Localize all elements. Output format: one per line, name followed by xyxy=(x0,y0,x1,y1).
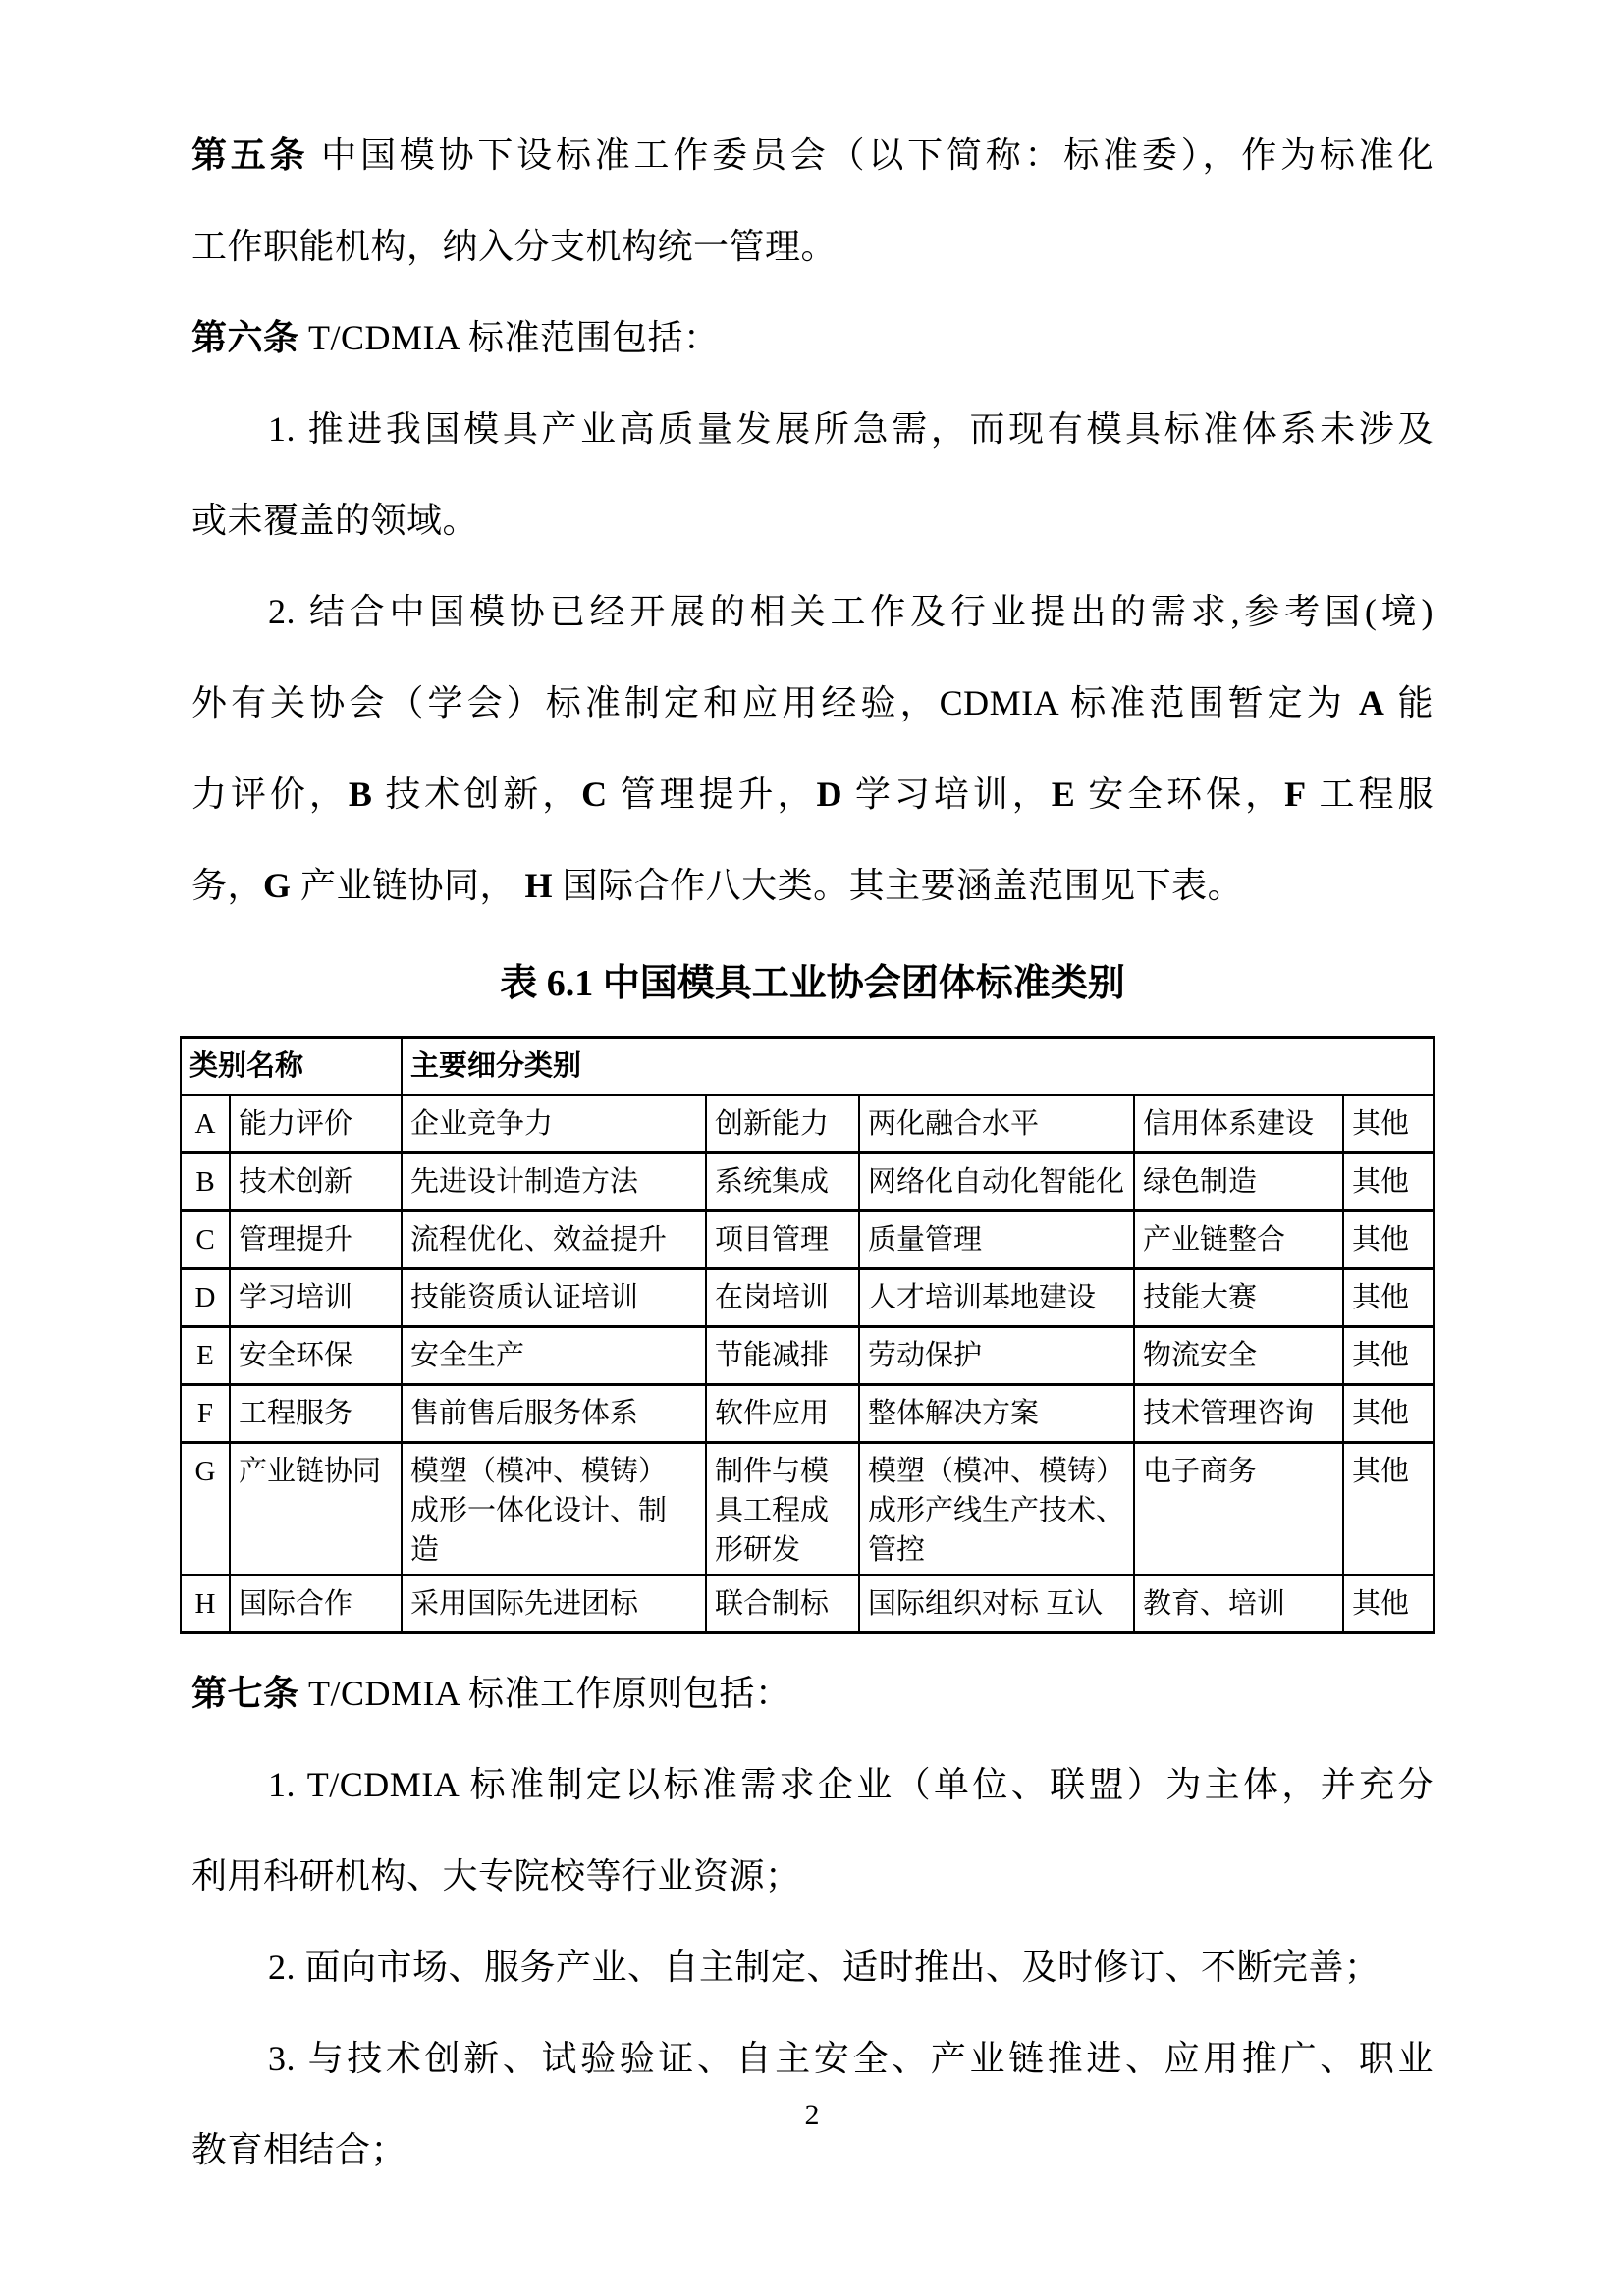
subcategory-cell: 其他 xyxy=(1343,1153,1434,1211)
category-code-cell: H xyxy=(181,1575,230,1633)
bold-text-segment: H xyxy=(524,866,554,905)
bold-text-segment: 第五条 xyxy=(191,135,309,175)
subcategory-cell: 国际组织对标 互认 xyxy=(859,1575,1134,1633)
bold-text-segment: 第六条 xyxy=(191,318,299,357)
category-code-cell: C xyxy=(181,1211,230,1269)
bold-text-segment: D xyxy=(816,774,842,814)
text-line xyxy=(191,1831,1434,1922)
subcategory-cell: 技能大赛 xyxy=(1134,1269,1343,1327)
table-header-row xyxy=(181,1038,1434,1095)
subcategory-cell: 创新能力 xyxy=(706,1095,859,1153)
subcategory-cell xyxy=(706,1443,859,1575)
subcategory-cell: 教育、培训 xyxy=(1134,1575,1343,1633)
text-line xyxy=(191,293,1434,384)
text-segment: 外有关协会（学会）标准制定和应用经验，CDMIA 标准范围暂定为 xyxy=(191,683,1359,722)
subcategory-cell-line: 制件与模 xyxy=(715,1456,830,1487)
category-code-cell: G xyxy=(181,1443,230,1575)
text-segment: 2. 结合中国模协已经开展的相关工作及行业提出的需求,参考国(境) xyxy=(268,592,1434,631)
table-row xyxy=(181,1153,1434,1211)
subcategory-cell: 其他 xyxy=(1343,1211,1434,1269)
category-name-cell: 管理提升 xyxy=(230,1211,402,1269)
subcategory-cell-line: 造 xyxy=(410,1534,440,1566)
text-segment: 国际合作八大类。其主要涵盖范围见下表。 xyxy=(553,866,1244,905)
subcategory-cell: 其他 xyxy=(1343,1269,1434,1327)
subcategory-cell-line: 具工程成 xyxy=(715,1495,830,1526)
bold-text-segment: G xyxy=(263,866,292,905)
table-row xyxy=(181,1095,1434,1153)
text-segment: T/CDMIA 标准范围包括： xyxy=(298,318,720,357)
bold-text-segment: F xyxy=(1284,774,1307,814)
subcategory-cell: 质量管理 xyxy=(859,1211,1134,1269)
subcategory-cell: 流程优化、效益提升 xyxy=(402,1211,706,1269)
subcategory-cell: 项目管理 xyxy=(706,1211,859,1269)
text-segment: 1. 推进我国模具产业高质量发展所急需，而现有模具标准体系未涉及 xyxy=(268,409,1434,449)
category-name-cell: 产业链协同 xyxy=(230,1443,402,1575)
subcategory-cell: 节能减排 xyxy=(706,1327,859,1385)
subcategory-cell: 安全生产 xyxy=(402,1327,706,1385)
subcategory-cell-line: 成形产线生产技术、 xyxy=(868,1495,1125,1526)
category-code-cell: E xyxy=(181,1327,230,1385)
subcategory-cell: 在岗培训 xyxy=(706,1269,859,1327)
table-header-category-name: 类别名称 xyxy=(181,1038,402,1095)
subcategory-cell: 软件应用 xyxy=(706,1385,859,1443)
bold-text-segment: A xyxy=(1358,683,1385,722)
table-body xyxy=(181,1095,1434,1633)
text-segment: 教育相结合； xyxy=(191,2130,407,2169)
text-segment: 安全环保， xyxy=(1075,774,1285,814)
text-line xyxy=(191,110,1434,201)
subcategory-cell: 网络化自动化智能化 xyxy=(859,1153,1134,1211)
text-segment: T/CDMIA 标准工作原则包括： xyxy=(298,1674,791,1713)
page-number: 2 xyxy=(804,2099,820,2131)
text-line xyxy=(191,749,1434,840)
table-row xyxy=(181,1443,1434,1575)
subcategory-cell: 企业竞争力 xyxy=(402,1095,706,1153)
subcategory-cell: 其他 xyxy=(1343,1095,1434,1153)
subcategory-cell: 技能资质认证培训 xyxy=(402,1269,706,1327)
paragraphs-before-table xyxy=(191,110,1434,932)
text-segment: 3. 与技术创新、试验验证、自主安全、产业链推进、应用推广、职业 xyxy=(268,2039,1434,2078)
subcategory-cell: 系统集成 xyxy=(706,1153,859,1211)
text-segment: 力评价， xyxy=(191,774,349,814)
category-code-cell: D xyxy=(181,1269,230,1327)
subcategory-cell: 劳动保护 xyxy=(859,1327,1134,1385)
category-name-cell: 技术创新 xyxy=(230,1153,402,1211)
subcategory-cell: 其他 xyxy=(1343,1327,1434,1385)
subcategory-cell: 绿色制造 xyxy=(1134,1153,1343,1211)
subcategory-cell: 其他 xyxy=(1343,1443,1434,1575)
category-code-cell: F xyxy=(181,1385,230,1443)
table-row xyxy=(181,1385,1434,1443)
text-line xyxy=(191,201,1434,293)
text-segment: 或未覆盖的领域。 xyxy=(191,501,479,540)
subcategory-cell-line: 管控 xyxy=(868,1534,926,1566)
category-code-cell: A xyxy=(181,1095,230,1153)
text-segment: 中国模协下设标准工作委员会（以下简称：标准委），作为标准化 xyxy=(308,135,1434,175)
text-line xyxy=(191,1739,1434,1831)
text-segment: 1. T/CDMIA 标准制定以标准需求企业（单位、联盟）为主体，并充分 xyxy=(268,1765,1434,1804)
subcategory-cell-line: 模塑（模冲、模铸） xyxy=(868,1456,1125,1487)
subcategory-cell: 两化融合水平 xyxy=(859,1095,1134,1153)
text-segment: 管理提升， xyxy=(607,774,817,814)
subcategory-cell-line: 成形一体化设计、制 xyxy=(410,1495,668,1526)
table-row xyxy=(181,1269,1434,1327)
standards-category-table xyxy=(180,1036,1435,1634)
text-segment: 务， xyxy=(191,866,264,905)
text-line xyxy=(191,1648,1434,1739)
text-line xyxy=(191,2013,1434,2105)
document-content xyxy=(191,110,1434,2196)
bold-text-segment: C xyxy=(581,774,608,814)
text-line xyxy=(191,658,1434,749)
subcategory-cell-line: 形研发 xyxy=(715,1534,801,1566)
subcategory-cell: 物流安全 xyxy=(1134,1327,1343,1385)
text-segment: 技术创新， xyxy=(372,774,582,814)
category-name-cell: 工程服务 xyxy=(230,1385,402,1443)
table-row xyxy=(181,1575,1434,1633)
text-segment: 工作职能机构，纳入分支机构统一管理。 xyxy=(191,227,838,266)
category-name-cell: 学习培训 xyxy=(230,1269,402,1327)
text-segment: 产业链协同， xyxy=(291,866,525,905)
subcategory-cell: 电子商务 xyxy=(1134,1443,1343,1575)
subcategory-cell: 采用国际先进团标 xyxy=(402,1575,706,1633)
category-name-cell: 安全环保 xyxy=(230,1327,402,1385)
category-name-cell: 国际合作 xyxy=(230,1575,402,1633)
subcategory-cell: 售前售后服务体系 xyxy=(402,1385,706,1443)
category-name-cell: 能力评价 xyxy=(230,1095,402,1153)
text-segment: 能 xyxy=(1384,683,1434,722)
text-line xyxy=(191,566,1434,658)
subcategory-cell xyxy=(859,1443,1134,1575)
text-segment: 利用科研机构、大专院校等行业资源； xyxy=(191,1856,801,1896)
text-line xyxy=(191,1922,1434,2013)
subcategory-cell: 产业链整合 xyxy=(1134,1211,1343,1269)
text-line xyxy=(191,840,1434,932)
subcategory-cell: 其他 xyxy=(1343,1385,1434,1443)
subcategory-cell-line: 模塑（模冲、模铸） xyxy=(410,1456,668,1487)
subcategory-cell: 联合制标 xyxy=(706,1575,859,1633)
subcategory-cell xyxy=(402,1443,706,1575)
table-row xyxy=(181,1211,1434,1269)
bold-text-segment: 第七条 xyxy=(191,1674,299,1713)
table-row xyxy=(181,1327,1434,1385)
text-line xyxy=(191,475,1434,566)
text-segment: 学习培训， xyxy=(841,774,1052,814)
subcategory-cell: 其他 xyxy=(1343,1575,1434,1633)
subcategory-cell: 人才培训基地建设 xyxy=(859,1269,1134,1327)
bold-text-segment: E xyxy=(1051,774,1076,814)
subcategory-cell: 技术管理咨询 xyxy=(1134,1385,1343,1443)
table-caption: 表 6.1 中国模具工业协会团体标准类别 xyxy=(500,963,1125,1004)
subcategory-cell: 信用体系建设 xyxy=(1134,1095,1343,1153)
text-segment: 2. 面向市场、服务产业、自主制定、适时推出、及时修订、不断完善； xyxy=(268,1948,1380,1987)
table-header-subcategories: 主要细分类别 xyxy=(402,1038,1434,1095)
subcategory-cell: 整体解决方案 xyxy=(859,1385,1134,1443)
subcategory-cell: 先进设计制造方法 xyxy=(402,1153,706,1211)
bold-text-segment: B xyxy=(348,774,373,814)
text-segment: 工程服 xyxy=(1306,774,1434,814)
text-line xyxy=(191,384,1434,475)
category-code-cell: B xyxy=(181,1153,230,1211)
